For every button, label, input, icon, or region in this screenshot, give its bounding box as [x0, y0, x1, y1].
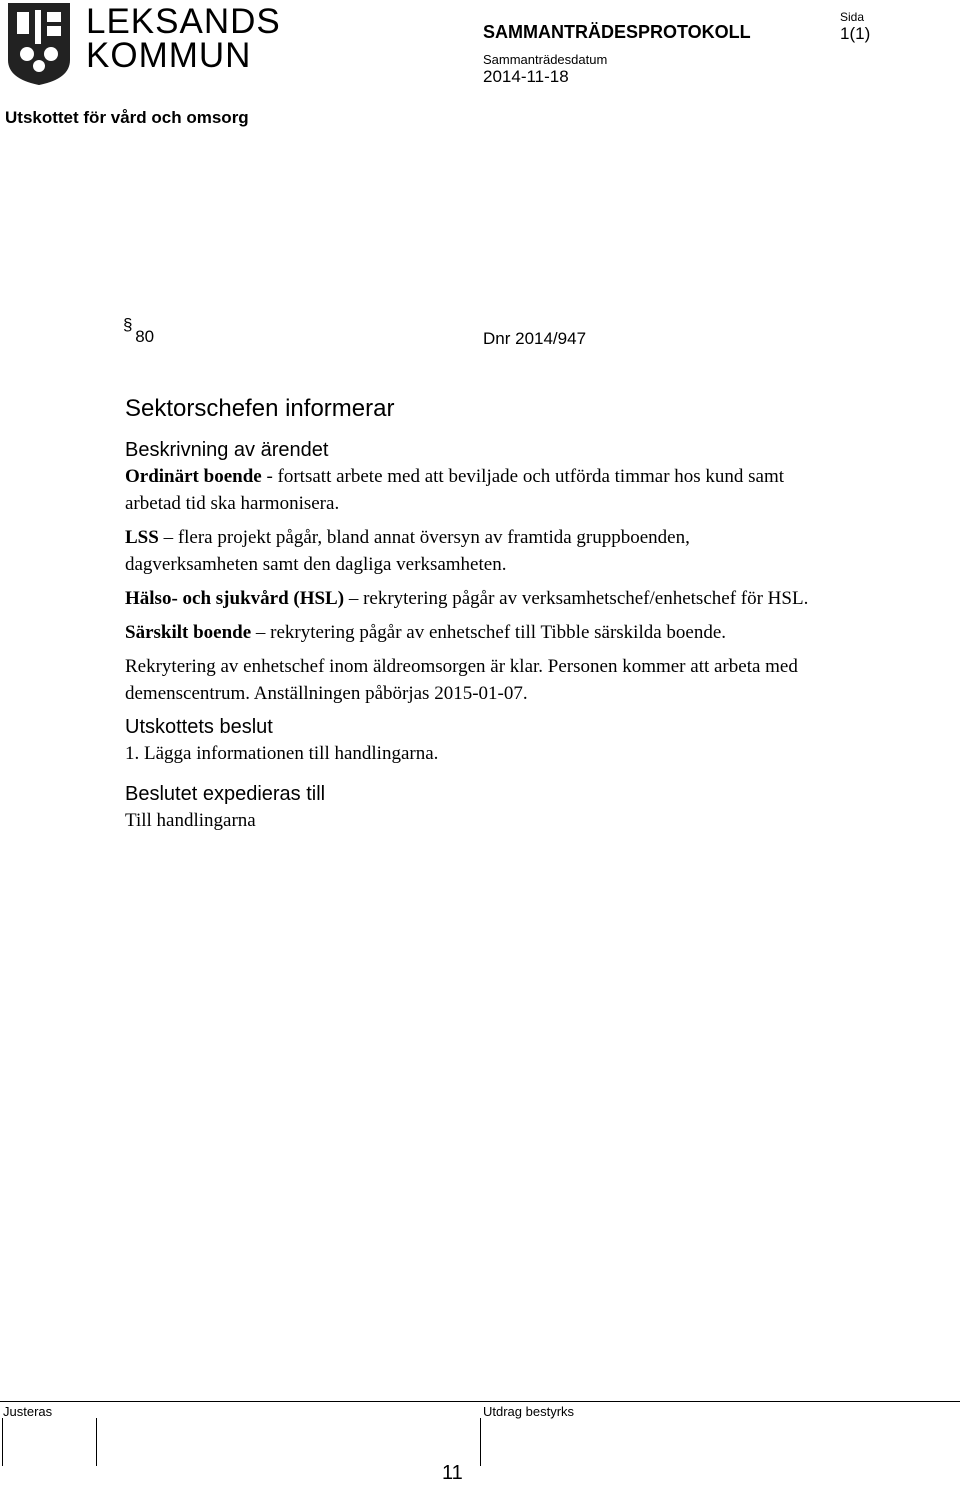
logo-text-line1: LEKSANDS [86, 2, 281, 41]
signature-box-line [480, 1418, 481, 1466]
page-label: Sida [840, 10, 865, 24]
justeras-label: Justeras [3, 1404, 53, 1419]
sent-to-heading: Beslutet expedieras till [125, 783, 326, 805]
signature-box-line [2, 1418, 3, 1466]
logo-text-line2: KOMMUN [86, 36, 252, 75]
sent-to-text: Till handlingarna [125, 810, 256, 831]
footer-page-number: 11 [442, 1462, 463, 1484]
meeting-date-label: Sammanträdesdatum [483, 52, 608, 67]
description-heading: Beskrivning av ärendet [125, 439, 329, 461]
protocol-content [125, 395, 825, 841]
signature-box-line [96, 1418, 97, 1466]
item-text: – rekrytering pågår av enhetschef till Tibble särskilda boende. [251, 622, 727, 643]
description-item [125, 619, 825, 646]
page-value: 1(1) [840, 24, 871, 43]
meeting-date-value: 2014-11-18 [483, 67, 569, 86]
item-text: Rekrytering av enhetschef inom äldreomsorgen är klar. Personen kommer att arbeta med demenscentrum. Anställningen påbörjas 2015-01-07. [125, 656, 798, 704]
item-text: - fortsatt arbete med att beviljade och utförda timmar hos kund samt arbetad tid ska harmonisera. [125, 466, 785, 514]
paragraph-symbol: § [123, 315, 133, 334]
utdrag-label: Utdrag bestyrks [483, 1404, 575, 1419]
item-bold: LSS [125, 527, 159, 548]
decision-text: 1. Lägga informationen till handlingarna. [125, 743, 439, 764]
document-type: SAMMANTRÄDESPROTOKOLL [483, 22, 751, 42]
item-bold: Ordinärt boende [125, 466, 262, 487]
paragraph-number [123, 315, 155, 347]
description-item [125, 653, 825, 707]
description-item [125, 585, 825, 612]
item-text: – flera projekt pågår, bland annat översyn av framtida gruppboenden, dagverksamheten samt den dagliga verksamheten. [125, 527, 690, 575]
item-bold: Särskilt boende [125, 622, 252, 643]
description-item [125, 463, 825, 517]
item-bold: Hälso- och sjukvård (HSL) [125, 588, 345, 609]
item-text: – rekrytering pågår av verksamhetschef/enhetschef för HSL. [344, 588, 809, 609]
page-title: Sektorschefen informerar [125, 395, 395, 422]
committee-name: Utskottet för vård och omsorg [5, 108, 249, 127]
footer-divider [0, 1401, 960, 1402]
diary-number: Dnr 2014/947 [483, 329, 587, 348]
paragraph-number-value: 80 [135, 327, 155, 346]
municipality-crest-icon [7, 2, 71, 86]
decision-heading: Utskottets beslut [125, 716, 273, 738]
description-item [125, 524, 825, 578]
